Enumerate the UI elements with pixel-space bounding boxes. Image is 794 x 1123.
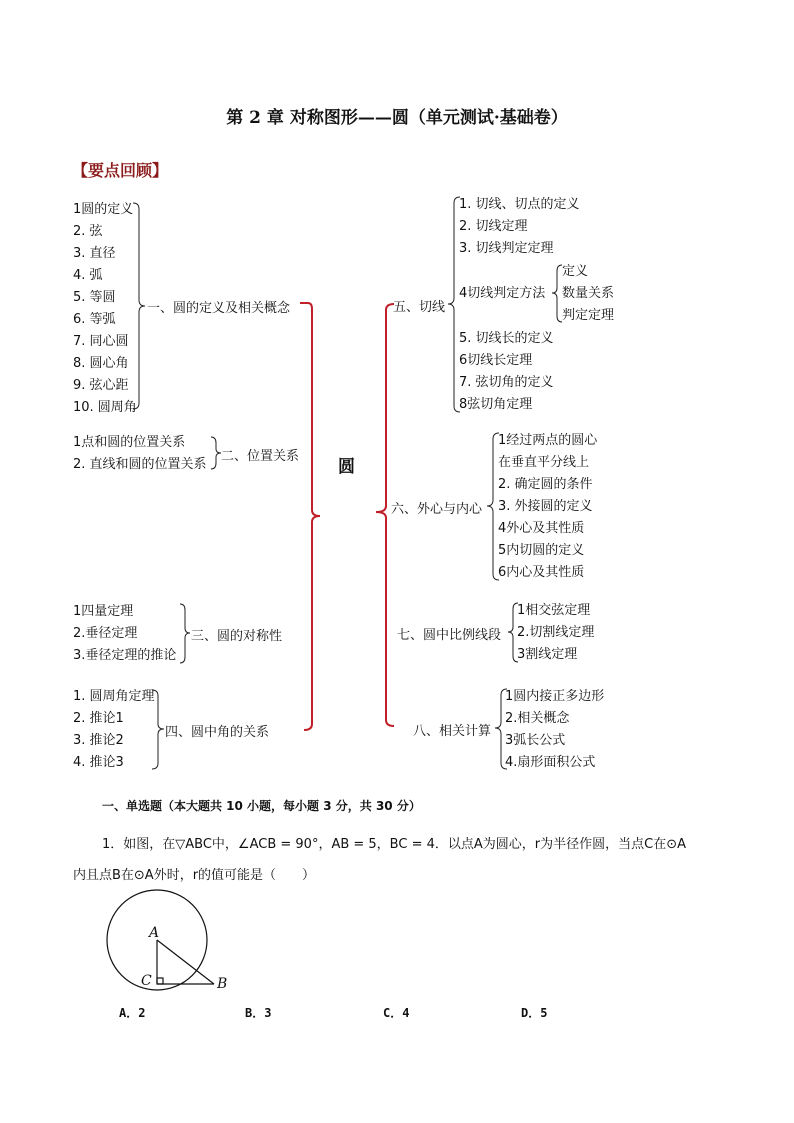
- option-c[interactable]: C．4: [383, 1006, 410, 1020]
- list-item: 4切线判定方法: [459, 286, 546, 301]
- cat5-sub-items: [562, 261, 614, 327]
- brace-cat5-sub: [552, 265, 562, 322]
- center-label: 圆: [338, 457, 355, 477]
- list-item: 4. 推论3: [73, 755, 124, 770]
- list-item: 3.垂径定理的推论: [73, 648, 177, 663]
- list-item: 7. 同心圆: [73, 334, 129, 349]
- list-item: 在垂直平分线上: [498, 455, 590, 470]
- list-item: 6. 等弧: [73, 312, 116, 327]
- question-section-heading: 一、单选题（本大题共 10 小题，每小题 3 分，共 30 分）: [102, 799, 421, 813]
- list-item: 2.相关概念: [505, 711, 570, 726]
- section-heading: 【要点回顾】: [72, 161, 169, 180]
- list-item: 2. 弦: [73, 224, 103, 239]
- point-a-label: A: [149, 925, 160, 941]
- cat5-items: [459, 194, 580, 260]
- list-item: 5. 等圆: [73, 290, 116, 305]
- list-item: 1经过两点的圆心: [498, 433, 598, 448]
- list-item: 9. 弦心距: [73, 378, 129, 393]
- list-item: 6切线长定理: [459, 353, 533, 368]
- cat4-label: 四、圆中角的关系: [165, 725, 270, 740]
- question1-line2: 内且点B在⊙A外时，r的值可能是（ ）: [73, 868, 316, 883]
- cat3-label: 三、圆的对称性: [191, 629, 283, 644]
- brace-left-main: [300, 303, 320, 730]
- cat1-label: 一、圆的定义及相关概念: [147, 301, 291, 316]
- list-item: 5. 切线长的定义: [459, 331, 554, 346]
- cat4-items: [73, 686, 155, 774]
- list-item: 1点和圆的位置关系: [73, 435, 186, 450]
- list-item: 5内切圆的定义: [498, 543, 585, 558]
- cat8-label: 八、相关计算: [413, 724, 492, 739]
- list-item: 2. 确定圆的条件: [498, 477, 593, 492]
- cat7-items: [517, 600, 594, 666]
- list-item: 3. 推论2: [73, 733, 124, 748]
- list-item: 4外心及其性质: [498, 521, 585, 536]
- list-item: 2.切割线定理: [517, 625, 595, 640]
- list-item: 定义: [562, 264, 589, 279]
- list-item: 3割线定理: [517, 647, 578, 662]
- list-item: 3. 外接圆的定义: [498, 499, 593, 514]
- cat3-items: [73, 601, 176, 667]
- point-c-label: C: [141, 973, 152, 989]
- cat6-label: 六、外心与内心: [391, 502, 483, 517]
- cat5-label: 五、切线: [393, 300, 446, 315]
- cat1-items: [73, 199, 137, 419]
- page-title: 第 2 章 对称图形——圆（单元测试·基础卷）: [226, 108, 568, 128]
- list-item: 1四量定理: [73, 604, 134, 619]
- list-item: 1. 圆周角定理: [73, 689, 155, 704]
- brace-cat3: [180, 604, 190, 663]
- cat7-label: 七、圆中比例线段: [397, 628, 502, 643]
- point-b-label: B: [217, 976, 228, 992]
- list-item: 判定定理: [562, 308, 615, 323]
- cat5-items-b: [459, 328, 554, 416]
- list-item: 7. 弦切角的定义: [459, 375, 554, 390]
- list-item: 1相交弦定理: [517, 603, 591, 618]
- question1-line1: 1．如图，在▽ABC中，∠ACB = 90°，AB = 5，BC = 4．以点A为圆心，r为半径作圆，当点C在⊙A: [102, 837, 686, 852]
- list-item: 2. 直线和圆的位置关系: [73, 457, 207, 472]
- list-item: 4. 弧: [73, 268, 103, 283]
- list-item: 4.扇形面积公式: [505, 755, 596, 770]
- list-item: 1圆内接正多边形: [505, 689, 605, 704]
- option-b[interactable]: B．3: [245, 1006, 272, 1020]
- list-item: 1圆的定义: [73, 202, 134, 217]
- list-item: 3. 切线判定定理: [459, 241, 554, 256]
- brace-cat2: [211, 437, 221, 469]
- list-item: 2. 推论1: [73, 711, 124, 726]
- option-a[interactable]: A．2: [119, 1006, 146, 1020]
- list-item: 6内心及其性质: [498, 565, 585, 580]
- list-item: 1. 切线、切点的定义: [459, 197, 580, 212]
- list-item: 8. 圆心角: [73, 356, 129, 371]
- cat2-items: [73, 432, 207, 476]
- question-figure: [107, 890, 214, 990]
- cat2-label: 二、位置关系: [221, 449, 300, 464]
- right-angle-mark: [157, 978, 163, 984]
- list-item: 10. 圆周角: [73, 400, 137, 415]
- list-item: 8弦切角定理: [459, 397, 533, 412]
- cat6-items: [498, 430, 597, 584]
- list-item: 3. 直径: [73, 246, 116, 261]
- cat8-items: [505, 686, 604, 774]
- list-item: 2. 切线定理: [459, 219, 528, 234]
- list-item: 3弧长公式: [505, 733, 566, 748]
- list-item: 数量关系: [562, 286, 615, 301]
- list-item: 2.垂径定理: [73, 626, 138, 641]
- segment-ab: [157, 940, 214, 984]
- option-d[interactable]: D．5: [521, 1006, 548, 1020]
